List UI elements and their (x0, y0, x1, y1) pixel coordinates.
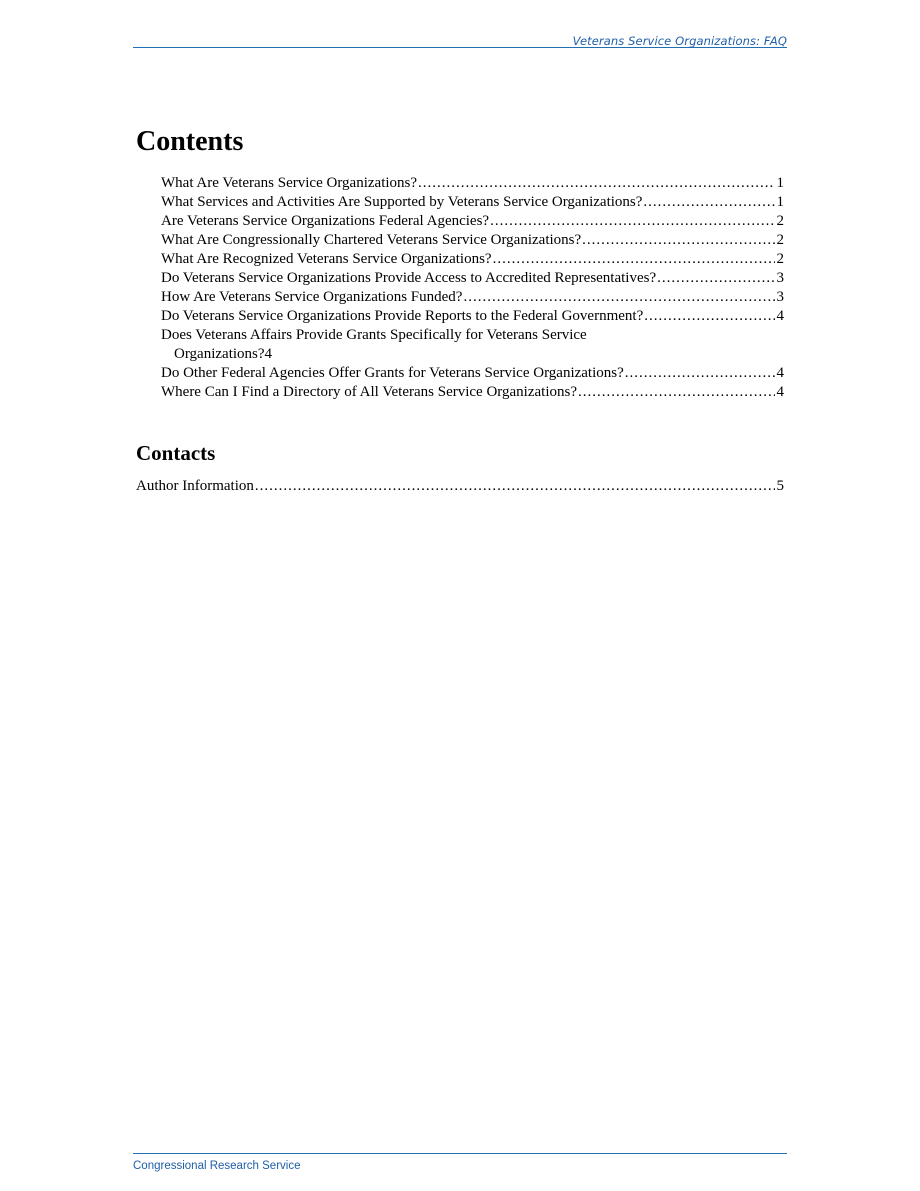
running-title: Veterans Service Organizations: FAQ (572, 34, 787, 48)
contacts-heading: Contacts (136, 441, 216, 465)
contents-heading: Contents (136, 126, 244, 157)
dot-leader (657, 269, 774, 288)
toc-entry-page: 4 (776, 308, 784, 324)
contacts-entry-title: Author Information (136, 478, 254, 494)
toc-entry-page: 2 (776, 251, 784, 267)
dot-leader (255, 477, 775, 496)
table-of-contents (161, 174, 784, 402)
toc-entry[interactable] (161, 212, 784, 231)
toc-entry-title: Do Veterans Service Organizations Provide Access to Accredited Representatives? (161, 270, 657, 286)
toc-entry[interactable] (161, 231, 784, 250)
toc-entry[interactable] (161, 288, 784, 307)
toc-entry-title: Do Veterans Service Organizations Provide Reports to the Federal Government? (161, 308, 644, 324)
toc-entry-page: 1 (776, 194, 784, 210)
toc-entry[interactable] (161, 174, 784, 193)
toc-entry-page: 1 (776, 175, 784, 191)
toc-entry[interactable] (161, 326, 784, 364)
toc-entry[interactable] (161, 250, 784, 269)
toc-entry-title: Are Veterans Service Organizations Federal Agencies? (161, 213, 490, 229)
toc-entry-title: What Are Veterans Service Organizations? (161, 175, 418, 191)
toc-entry-title: What Services and Activities Are Supported by Veterans Service Organizations? (161, 194, 643, 210)
toc-entry-title: What Are Congressionally Chartered Veterans Service Organizations? (161, 232, 582, 248)
toc-entry[interactable] (161, 364, 784, 383)
dot-leader (582, 231, 774, 250)
toc-entry-title: Where Can I Find a Directory of All Veterans Service Organizations? (161, 384, 577, 400)
dot-leader (490, 212, 774, 231)
contacts-entry-page: 5 (776, 478, 784, 494)
toc-entry-page: 4 (776, 365, 784, 381)
toc-entry-page: 4 (776, 384, 784, 400)
contacts-entry[interactable] (136, 477, 784, 496)
dot-leader (644, 307, 774, 326)
dot-leader (493, 250, 775, 269)
toc-entry[interactable] (161, 269, 784, 288)
toc-entry-page: 3 (776, 270, 784, 286)
toc-entry-title: What Are Recognized Veterans Service Organizations? (161, 251, 492, 267)
dot-leader (578, 383, 775, 402)
toc-entry[interactable] (161, 383, 784, 402)
page-footer (133, 1153, 787, 1174)
toc-entry-title: Does Veterans Affairs Provide Grants Specifically for Veterans Service (161, 327, 587, 343)
dot-leader (643, 193, 774, 212)
toc-entry-title: How Are Veterans Service Organizations Funded? (161, 289, 463, 305)
toc-entry-title: Do Other Federal Agencies Offer Grants for Veterans Service Organizations? (161, 365, 624, 381)
toc-entry-page: 3 (776, 289, 784, 305)
toc-entry-page: 2 (776, 232, 784, 248)
dot-leader (625, 364, 775, 383)
contacts-list (136, 477, 784, 496)
toc-entry[interactable] (161, 193, 784, 212)
toc-entry-title-continued: Organizations? (174, 346, 265, 362)
toc-entry[interactable] (161, 307, 784, 326)
toc-entry-page: 4 (264, 346, 273, 362)
dot-leader (463, 288, 774, 307)
publisher-name: Congressional Research Service (133, 1160, 301, 1172)
toc-entry-page: 2 (776, 213, 784, 229)
page-header (133, 32, 787, 48)
dot-leader (418, 174, 774, 193)
